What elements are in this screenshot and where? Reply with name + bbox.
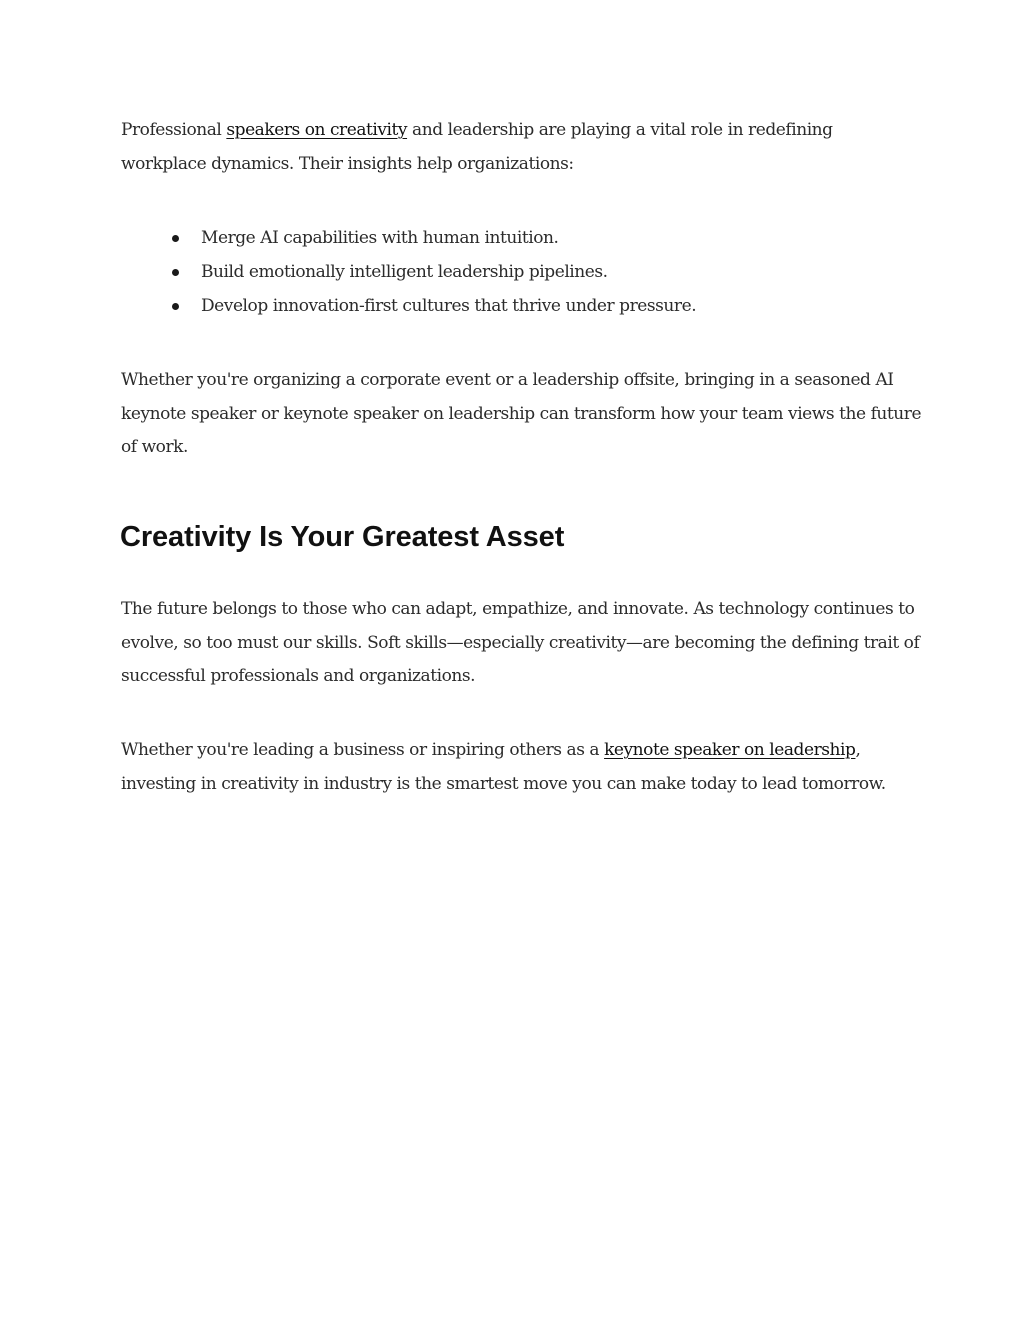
list-item-text: Develop innovation-first cultures that thrive under pressure.: [201, 296, 697, 316]
future-paragraph: [121, 593, 921, 694]
leading-business-paragraph: [121, 734, 921, 801]
bullet-icon: [172, 303, 179, 310]
para4-text-after-link: ,: [855, 740, 861, 760]
intro-text-after-link: and leadership are playing a vital role in redefining: [407, 120, 833, 140]
speakers-on-creativity-link[interactable]: speakers on creativity: [226, 120, 408, 140]
list-item-text: Build emotionally intelligent leadership pipelines.: [201, 262, 608, 282]
bullet-icon: [172, 235, 179, 242]
list-item: [167, 289, 696, 323]
intro-line-1: [121, 114, 921, 148]
paragraph-line: [121, 734, 921, 768]
bullet-icon: [172, 269, 179, 276]
list-item: [167, 221, 696, 255]
section-heading: Creativity Is Your Greatest Asset: [120, 521, 565, 553]
intro-paragraph: [121, 114, 921, 181]
list-item-text: Merge AI capabilities with human intuition.: [201, 228, 559, 248]
paragraph-line: Whether you're organizing a corporate event or a leadership offsite, bringing in a seasoned AI: [121, 370, 894, 390]
intro-line-2: workplace dynamics. Their insights help organizations:: [121, 153, 574, 174]
paragraph-line: of work.: [121, 437, 188, 457]
paragraph-line: successful professionals and organizations.: [121, 666, 476, 686]
paragraph-line: evolve, so too must our skills. Soft skills—especially creativity—are becoming the defining trait of: [121, 632, 920, 653]
benefits-list: [167, 221, 696, 323]
paragraph-line: The future belongs to those who can adapt, empathize, and innovate. As technology continues to: [121, 599, 915, 619]
keynote-speaker-on-leadership-link[interactable]: keynote speaker on leadership: [604, 740, 856, 760]
organizing-event-paragraph: [121, 364, 921, 465]
paragraph-line: keynote speaker or keynote speaker on leadership can transform how your team views the future: [121, 403, 922, 424]
para4-text-before-link: Whether you're leading a business or inspiring others as a: [121, 740, 605, 760]
list-item: [167, 255, 696, 289]
intro-text-before-link: Professional: [121, 120, 227, 140]
paragraph-line: investing in creativity in industry is the smartest move you can make today to lead tomorrow.: [121, 773, 886, 794]
